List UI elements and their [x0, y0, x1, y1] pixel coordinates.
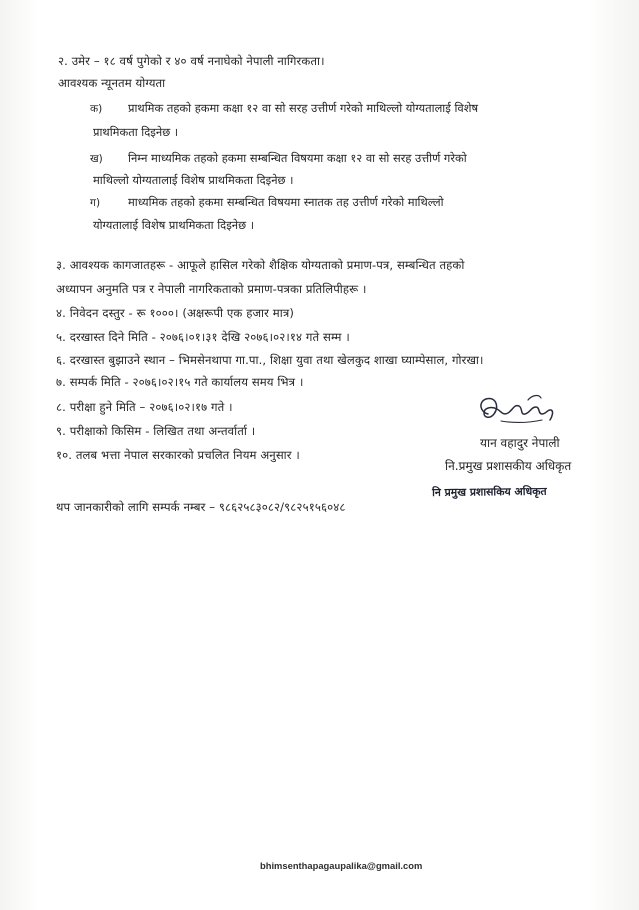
qualification-marker-kha: ख): [90, 153, 103, 165]
submission-place: ६. दरखास्त बुझाउने स्थान – भिमसेनथापा गा.पा., शिक्षा युवा तथा खेलकुद शाखा घ्याम्पेसाल, गोरखा।: [56, 353, 484, 367]
salary-allowance: १०. तलब भत्ता नेपाल सरकारको प्रचलित नियम अनुसार ।: [56, 448, 300, 462]
contact-date: ७. सम्पर्क मिति - २०७६।०२।१५ गते कार्यालय समय भित्र ।: [56, 375, 304, 389]
qualification-kha-line2: माथिल्लो योग्यतालाई विशेष प्राथमिकता दिइनेछ ।: [93, 173, 294, 187]
exam-date: ८. परीक्षा हुने मिति – २०७६।०२।१७ गते ।: [56, 400, 233, 414]
age-requirement: २. उमेर – १८ वर्ष पुगेको र ४० वर्ष ननाघेको नेपाली नागिरकता।: [58, 54, 325, 68]
signatory-title: नि.प्रमुख प्रशासकीय अधिकृत: [445, 459, 572, 473]
documents-line1: ३. आवश्यक कागजातहरू - आफूले हासिल गरेको शैक्षिक योग्यताको प्रमाण-पत्र, सम्बन्धित तहको: [56, 258, 465, 272]
footer-email: bhimsenthapagaupalika@gmail.com: [260, 860, 423, 871]
qualification-ka-line1: प्राथमिक तहको हकमा कक्षा १२ वा सो सरह उत्तीर्ण गरेको माथिल्लो योग्यतालाई विशेष: [128, 101, 479, 115]
qualification-ga-line2: योग्यतालाई विशेष प्राथमिकता दिइनेछ ।: [93, 218, 255, 232]
qualification-marker-ga: ग): [90, 197, 101, 209]
min-qualification-heading: आवश्यक न्यूनतम योग्यता: [58, 76, 166, 90]
office-stamp: नि प्रमुख प्रशासकिय अधिकृत: [432, 484, 547, 499]
exam-type: ९. परीक्षाको किसिम - लिखित तथा अन्तर्वार्ता ।: [56, 424, 256, 438]
signatory-name: यान वहादुर नेपाली: [480, 436, 560, 450]
qualification-ga-line1: माध्यमिक तहको हकमा सम्बन्धित विषयमा स्नातक तह उत्तीर्ण गरेको माथिल्लो: [128, 195, 444, 209]
qualification-ka-line2: प्राथमिकता दिइनेछ ।: [93, 125, 179, 139]
application-dates: ५. दरखास्त दिने मिति - २०७६।०१।३१ देखि २०७६।०२।१४ गते सम्म ।: [56, 330, 350, 344]
qualification-marker-ka: क): [90, 103, 103, 115]
qualification-kha-line1: निम्न माध्यमिक तहको हकमा सम्बन्धित विषयमा कक्षा १२ वा सो सरह उत्तीर्ण गरेको: [128, 151, 467, 165]
signature-mark: [470, 392, 562, 432]
documents-line2: अध्यापन अनुमति पत्र र नेपाली नागरिकताको प्रमाण-पत्रका प्रतिलिपीहरू ।: [56, 282, 367, 296]
contact-number: थप जानकारीको लागि सम्पर्क नम्बर – ९८६२५८३०८२/९८२५१५६०४८: [56, 500, 346, 514]
application-fee: ४. निवेदन दस्तुर - रू १०००। (अक्षरूपी एक हजार मात्र): [56, 306, 294, 320]
